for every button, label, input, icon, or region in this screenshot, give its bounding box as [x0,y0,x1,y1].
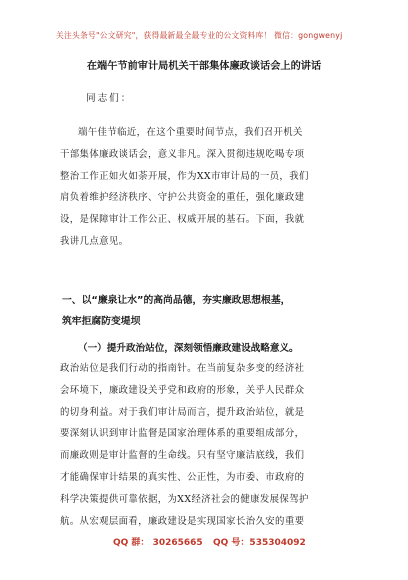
subsection-heading: （一）提升政治站位，深刻领悟廉政建设战略意义。 [78,343,299,354]
intro-line: 设，是保障审计工作公正、权威开展的基石。下面，我就 [60,214,305,226]
intro-line: 肩负着维护经济秩序、守护公共资金的重任，强化廉政建 [60,192,305,204]
body-line: 政治站位是我们行动的指南针。在当前复杂多变的经济社 [60,363,305,374]
footer-qq-number: QQ 号：535304092 [213,538,306,548]
intro-line: 干部集体廉政谈话会，意义非凡。深入贯彻违规吃喝专项 [60,148,305,160]
body-line: 会环境下，廉政建设关乎党和政府的形象，关乎人民群众 [60,384,305,396]
section-heading-line: 一、以“廉泉让水”的高尚品德，夯实廉政思想根基， [62,295,291,306]
body-line: 的切身利益。对于我们审计局而言，提升政治站位，就是 [60,406,305,418]
intro-line: 我讲几点意见。 [60,235,129,247]
document-title: 在端午节前审计局机关干部集体廉政谈话会上的讲话 [86,61,322,72]
body-line: 而廉政则是审计监督的生命线。只有坚守廉洁底线，我们 [60,450,305,462]
intro-line: 整治工作正如火如荼开展，作为XX市审计局的一员，我们 [60,170,309,182]
salutation: 同志们： [86,93,133,104]
body-line: 航。从宏观层面看，廉政建设是实现国家长治久安的重要 [60,515,305,527]
body-line: 才能确保审计结果的真实性、公正性，为市委、市政府的 [60,471,305,483]
footer-qq-group: QQ 群： 30265665 [113,538,203,548]
header-banner: 关注头条号"公文研究"，获得最新最全最专业的公文资料库！ 微信：gongwenyj [56,31,343,40]
body-paragraph [60,358,356,532]
intro-paragraph [60,122,356,253]
section-heading-line: 筑牢拒腐防变堤坝 [62,316,141,327]
section-heading [62,290,360,332]
intro-line: 端午佳节临近，在这个重要时间节点，我们召开机关 [78,127,303,138]
body-line: 要深刻认识到审计监督是国家治理体系的重要组成部分， [60,428,305,440]
body-line: 科学决策提供可靠依据，为XX经济社会的健康发展保驾护 [60,493,309,505]
